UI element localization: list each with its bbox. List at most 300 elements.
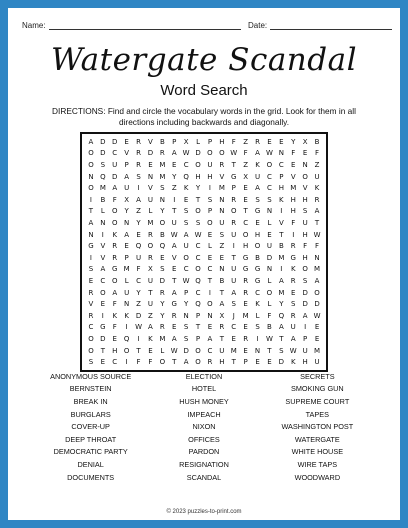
- grid-letter[interactable]: M: [159, 172, 166, 181]
- grid-letter[interactable]: L: [124, 276, 129, 285]
- grid-letter[interactable]: Y: [160, 300, 165, 309]
- grid-letter[interactable]: P: [195, 311, 201, 320]
- grid-letter[interactable]: H: [112, 346, 118, 355]
- grid-letter[interactable]: N: [266, 207, 273, 216]
- grid-letter[interactable]: C: [231, 323, 237, 332]
- grid-letter[interactable]: N: [88, 230, 94, 239]
- grid-letter[interactable]: A: [219, 300, 225, 309]
- grid-letter[interactable]: C: [112, 358, 118, 367]
- grid-letter[interactable]: D: [278, 358, 285, 367]
- grid-letter[interactable]: M: [290, 184, 297, 193]
- grid-letter[interactable]: V: [278, 218, 284, 227]
- grid-letter[interactable]: S: [279, 346, 284, 355]
- grid-letter[interactable]: T: [172, 276, 177, 285]
- grid-letter[interactable]: A: [278, 323, 284, 332]
- grid-letter[interactable]: M: [314, 265, 321, 274]
- grid-letter[interactable]: W: [182, 149, 190, 158]
- grid-letter[interactable]: X: [219, 311, 225, 320]
- grid-letter[interactable]: Z: [136, 300, 141, 309]
- grid-letter[interactable]: A: [183, 358, 189, 367]
- grid-letter[interactable]: S: [100, 160, 106, 169]
- grid-letter[interactable]: U: [254, 172, 261, 181]
- grid-letter[interactable]: D: [302, 288, 308, 297]
- grid-letter[interactable]: A: [290, 334, 296, 343]
- grid-letter[interactable]: L: [207, 242, 212, 251]
- grid-letter[interactable]: A: [112, 288, 118, 297]
- grid-letter[interactable]: U: [147, 276, 153, 285]
- grid-letter[interactable]: T: [136, 346, 141, 355]
- grid-letter[interactable]: I: [208, 184, 211, 193]
- grid-letter[interactable]: R: [136, 160, 141, 169]
- grid-letter[interactable]: K: [290, 265, 296, 274]
- grid-letter[interactable]: M: [123, 265, 130, 274]
- grid-letter[interactable]: W: [230, 149, 238, 158]
- grid-letter[interactable]: I: [125, 323, 128, 332]
- grid-letter[interactable]: E: [243, 346, 248, 355]
- grid-letter[interactable]: Z: [136, 207, 141, 216]
- grid-letter[interactable]: A: [171, 334, 177, 343]
- grid-letter[interactable]: H: [278, 184, 284, 193]
- grid-letter[interactable]: K: [255, 300, 260, 309]
- grid-letter[interactable]: C: [207, 346, 213, 355]
- grid-letter[interactable]: F: [291, 149, 296, 158]
- grid-letter[interactable]: E: [219, 253, 225, 262]
- grid-letter[interactable]: T: [195, 195, 201, 204]
- grid-letter[interactable]: O: [302, 172, 308, 181]
- grid-letter[interactable]: N: [207, 311, 213, 320]
- grid-letter[interactable]: N: [219, 195, 225, 204]
- grid-letter[interactable]: D: [266, 253, 273, 262]
- grid-letter[interactable]: R: [255, 137, 260, 146]
- grid-letter[interactable]: F: [243, 149, 248, 158]
- grid-letter[interactable]: H: [195, 172, 201, 181]
- grid-letter[interactable]: K: [314, 184, 320, 193]
- grid-letter[interactable]: D: [100, 334, 106, 343]
- grid-letter[interactable]: R: [243, 276, 249, 285]
- grid-letter[interactable]: I: [137, 184, 140, 193]
- grid-letter[interactable]: Y: [184, 300, 189, 309]
- grid-letter[interactable]: E: [231, 334, 236, 343]
- grid-letter[interactable]: S: [207, 195, 213, 204]
- grid-letter[interactable]: Z: [243, 160, 249, 169]
- grid-letter[interactable]: U: [302, 218, 308, 227]
- grid-letter[interactable]: R: [219, 323, 225, 332]
- grid-letter[interactable]: G: [231, 172, 237, 181]
- grid-letter[interactable]: W: [289, 346, 297, 355]
- grid-letter[interactable]: R: [136, 137, 141, 146]
- grid-letter[interactable]: X: [148, 265, 153, 274]
- grid-letter[interactable]: B: [278, 242, 284, 251]
- grid-letter[interactable]: I: [89, 195, 92, 204]
- grid-letter[interactable]: T: [100, 346, 105, 355]
- grid-letter[interactable]: C: [243, 218, 249, 227]
- grid-letter[interactable]: M: [99, 184, 106, 193]
- grid-letter[interactable]: M: [218, 184, 225, 193]
- grid-letter[interactable]: W: [265, 334, 273, 343]
- grid-letter[interactable]: H: [254, 230, 261, 239]
- grid-letter[interactable]: O: [195, 358, 201, 367]
- grid-letter[interactable]: E: [183, 195, 189, 204]
- grid-letter[interactable]: T: [88, 207, 94, 216]
- grid-letter[interactable]: O: [266, 160, 273, 169]
- grid-letter[interactable]: B: [159, 230, 165, 239]
- grid-letter[interactable]: P: [231, 184, 236, 193]
- grid-letter[interactable]: Y: [279, 300, 284, 309]
- grid-letter[interactable]: W: [194, 230, 202, 239]
- grid-letter[interactable]: Y: [124, 207, 129, 216]
- grid-letter[interactable]: T: [267, 346, 272, 355]
- grid-letter[interactable]: F: [315, 149, 320, 158]
- grid-letter[interactable]: P: [124, 160, 129, 169]
- grid-letter[interactable]: R: [112, 253, 118, 262]
- grid-letter[interactable]: O: [266, 288, 273, 297]
- grid-letter[interactable]: R: [136, 149, 141, 158]
- grid-letter[interactable]: U: [231, 276, 237, 285]
- grid-letter[interactable]: T: [279, 230, 284, 239]
- grid-letter[interactable]: Y: [195, 184, 201, 193]
- grid-letter[interactable]: L: [267, 218, 272, 227]
- grid-letter[interactable]: G: [242, 265, 249, 274]
- grid-letter[interactable]: X: [302, 137, 308, 146]
- grid-letter[interactable]: Q: [159, 242, 166, 251]
- grid-letter[interactable]: O: [195, 265, 201, 274]
- grid-letter[interactable]: N: [219, 207, 225, 216]
- grid-letter[interactable]: S: [183, 323, 189, 332]
- grid-letter[interactable]: T: [207, 276, 213, 285]
- grid-letter[interactable]: J: [232, 311, 235, 320]
- grid-letter[interactable]: B: [267, 323, 272, 332]
- grid-letter[interactable]: F: [315, 242, 320, 251]
- grid-letter[interactable]: E: [243, 300, 248, 309]
- grid-letter[interactable]: U: [171, 218, 177, 227]
- grid-letter[interactable]: D: [195, 149, 201, 158]
- grid-letter[interactable]: S: [136, 172, 141, 181]
- grid-letter[interactable]: F: [291, 218, 296, 227]
- grid-letter[interactable]: I: [232, 242, 235, 251]
- grid-letter[interactable]: B: [159, 137, 165, 146]
- grid-letter[interactable]: E: [267, 137, 272, 146]
- grid-letter[interactable]: O: [159, 218, 166, 227]
- grid-letter[interactable]: A: [255, 149, 260, 158]
- grid-letter[interactable]: T: [231, 253, 236, 262]
- grid-letter[interactable]: P: [207, 207, 213, 216]
- grid-letter[interactable]: H: [290, 207, 296, 216]
- grid-letter[interactable]: E: [172, 323, 177, 332]
- grid-letter[interactable]: E: [172, 160, 177, 169]
- grid-letter[interactable]: R: [159, 149, 165, 158]
- grid-letter[interactable]: C: [255, 288, 260, 297]
- grid-letter[interactable]: O: [230, 207, 237, 216]
- grid-letter[interactable]: Y: [172, 172, 177, 181]
- grid-letter[interactable]: K: [255, 160, 260, 169]
- grid-letter[interactable]: N: [100, 218, 106, 227]
- grid-letter[interactable]: E: [291, 160, 296, 169]
- grid-letter[interactable]: D: [112, 172, 118, 181]
- grid-letter[interactable]: E: [255, 358, 260, 367]
- grid-letter[interactable]: G: [254, 265, 261, 274]
- grid-letter[interactable]: F: [136, 265, 141, 274]
- grid-letter[interactable]: T: [231, 358, 236, 367]
- grid-letter[interactable]: V: [148, 184, 153, 193]
- grid-letter[interactable]: N: [254, 346, 261, 355]
- grid-letter[interactable]: L: [148, 207, 153, 216]
- grid-letter[interactable]: Y: [160, 207, 165, 216]
- grid-letter[interactable]: N: [183, 311, 189, 320]
- grid-letter[interactable]: M: [314, 346, 321, 355]
- grid-letter[interactable]: I: [89, 253, 92, 262]
- grid-letter[interactable]: G: [100, 323, 106, 332]
- grid-letter[interactable]: X: [243, 172, 249, 181]
- grid-letter[interactable]: A: [124, 172, 130, 181]
- grid-letter[interactable]: G: [290, 253, 296, 262]
- grid-letter[interactable]: R: [159, 288, 165, 297]
- grid-letter[interactable]: V: [171, 253, 177, 262]
- grid-letter[interactable]: O: [207, 218, 213, 227]
- grid-letter[interactable]: V: [124, 149, 130, 158]
- grid-letter[interactable]: A: [183, 230, 189, 239]
- grid-letter[interactable]: S: [160, 265, 165, 274]
- grid-letter[interactable]: S: [302, 207, 308, 216]
- grid-letter[interactable]: D: [302, 300, 308, 309]
- grid-letter[interactable]: Q: [183, 172, 189, 181]
- grid-letter[interactable]: O: [254, 242, 261, 251]
- grid-letter[interactable]: E: [279, 137, 284, 146]
- grid-letter[interactable]: E: [314, 323, 320, 332]
- grid-letter[interactable]: U: [266, 242, 272, 251]
- grid-letter[interactable]: N: [88, 172, 94, 181]
- grid-letter[interactable]: E: [314, 334, 320, 343]
- grid-letter[interactable]: D: [112, 137, 118, 146]
- grid-letter[interactable]: A: [171, 242, 177, 251]
- letter-grid[interactable]: [80, 132, 328, 372]
- grid-letter[interactable]: A: [88, 137, 94, 146]
- grid-letter[interactable]: Z: [219, 242, 225, 251]
- date-field[interactable]: [248, 20, 392, 30]
- grid-letter[interactable]: F: [112, 323, 117, 332]
- grid-letter[interactable]: Z: [171, 184, 177, 193]
- grid-letter[interactable]: A: [302, 311, 308, 320]
- grid-letter[interactable]: P: [303, 334, 308, 343]
- grid-letter[interactable]: O: [195, 207, 201, 216]
- grid-letter[interactable]: E: [243, 184, 248, 193]
- grid-letter[interactable]: I: [101, 230, 104, 239]
- grid-letter[interactable]: M: [278, 288, 285, 297]
- grid-letter[interactable]: Y: [160, 311, 165, 320]
- grid-letter[interactable]: O: [219, 149, 225, 158]
- grid-letter[interactable]: S: [267, 195, 272, 204]
- grid-letter[interactable]: P: [207, 137, 213, 146]
- grid-letter[interactable]: A: [171, 149, 177, 158]
- grid-letter[interactable]: E: [207, 230, 213, 239]
- grid-letter[interactable]: E: [148, 346, 153, 355]
- grid-letter[interactable]: Y: [291, 137, 296, 146]
- grid-letter[interactable]: S: [302, 276, 308, 285]
- grid-letter[interactable]: I: [280, 207, 283, 216]
- grid-letter[interactable]: T: [219, 288, 224, 297]
- grid-letter[interactable]: V: [302, 184, 308, 193]
- grid-letter[interactable]: E: [172, 265, 177, 274]
- grid-letter[interactable]: G: [88, 242, 94, 251]
- grid-letter[interactable]: X: [183, 137, 189, 146]
- grid-letter[interactable]: I: [292, 230, 295, 239]
- grid-letter[interactable]: K: [148, 334, 153, 343]
- grid-letter[interactable]: E: [243, 195, 248, 204]
- grid-letter[interactable]: U: [207, 160, 213, 169]
- grid-letter[interactable]: H: [207, 172, 213, 181]
- grid-letter[interactable]: N: [302, 160, 308, 169]
- name-field[interactable]: [22, 20, 241, 30]
- grid-letter[interactable]: G: [254, 276, 261, 285]
- grid-letter[interactable]: C: [183, 265, 189, 274]
- grid-letter[interactable]: C: [266, 172, 272, 181]
- grid-letter[interactable]: B: [255, 253, 260, 262]
- grid-letter[interactable]: R: [159, 323, 165, 332]
- grid-letter[interactable]: M: [147, 218, 154, 227]
- grid-letter[interactable]: O: [183, 253, 189, 262]
- grid-letter[interactable]: P: [195, 334, 201, 343]
- date-line[interactable]: [270, 20, 392, 30]
- grid-letter[interactable]: E: [148, 160, 153, 169]
- grid-letter[interactable]: T: [279, 334, 284, 343]
- grid-letter[interactable]: G: [112, 265, 118, 274]
- grid-letter[interactable]: R: [290, 311, 296, 320]
- grid-letter[interactable]: I: [304, 323, 307, 332]
- grid-letter[interactable]: U: [135, 253, 142, 262]
- grid-letter[interactable]: Y: [136, 218, 141, 227]
- grid-letter[interactable]: S: [183, 218, 189, 227]
- grid-letter[interactable]: Q: [123, 334, 130, 343]
- grid-letter[interactable]: C: [136, 276, 141, 285]
- grid-letter[interactable]: E: [255, 218, 260, 227]
- grid-letter[interactable]: O: [111, 276, 118, 285]
- grid-letter[interactable]: S: [291, 300, 296, 309]
- grid-letter[interactable]: A: [112, 184, 118, 193]
- grid-letter[interactable]: U: [147, 195, 153, 204]
- grid-letter[interactable]: O: [88, 149, 94, 158]
- grid-letter[interactable]: B: [314, 137, 320, 146]
- grid-letter[interactable]: H: [219, 137, 225, 146]
- grid-letter[interactable]: O: [207, 300, 213, 309]
- grid-letter[interactable]: T: [172, 207, 177, 216]
- grid-letter[interactable]: V: [219, 172, 225, 181]
- grid-letter[interactable]: E: [267, 230, 272, 239]
- grid-letter[interactable]: H: [219, 358, 225, 367]
- grid-letter[interactable]: V: [100, 253, 106, 262]
- grid-letter[interactable]: V: [88, 300, 94, 309]
- grid-letter[interactable]: A: [278, 276, 284, 285]
- grid-letter[interactable]: R: [112, 242, 118, 251]
- grid-letter[interactable]: O: [195, 160, 201, 169]
- grid-letter[interactable]: C: [88, 323, 94, 332]
- grid-letter[interactable]: V: [290, 172, 296, 181]
- grid-letter[interactable]: I: [208, 288, 211, 297]
- grid-letter[interactable]: O: [159, 358, 166, 367]
- grid-letter[interactable]: O: [111, 207, 118, 216]
- grid-letter[interactable]: O: [302, 265, 308, 274]
- grid-letter[interactable]: F: [267, 311, 272, 320]
- grid-letter[interactable]: R: [290, 242, 296, 251]
- grid-letter[interactable]: D: [135, 311, 142, 320]
- grid-letter[interactable]: Z: [148, 311, 153, 320]
- grid-letter[interactable]: M: [159, 160, 166, 169]
- grid-letter[interactable]: A: [124, 230, 130, 239]
- grid-letter[interactable]: L: [267, 300, 272, 309]
- grid-letter[interactable]: D: [314, 300, 320, 309]
- grid-letter[interactable]: U: [124, 184, 130, 193]
- grid-letter[interactable]: U: [147, 300, 153, 309]
- grid-letter[interactable]: K: [124, 311, 129, 320]
- grid-letter[interactable]: U: [231, 230, 237, 239]
- grid-letter[interactable]: K: [183, 184, 189, 193]
- grid-letter[interactable]: Q: [135, 242, 142, 251]
- grid-letter[interactable]: Q: [195, 300, 201, 309]
- name-line[interactable]: [49, 20, 241, 30]
- grid-letter[interactable]: W: [170, 346, 178, 355]
- grid-letter[interactable]: Q: [100, 172, 106, 181]
- grid-letter[interactable]: W: [313, 230, 321, 239]
- grid-letter[interactable]: I: [101, 311, 104, 320]
- grid-letter[interactable]: O: [88, 160, 94, 169]
- grid-letter[interactable]: L: [160, 346, 165, 355]
- grid-letter[interactable]: T: [314, 218, 320, 227]
- grid-letter[interactable]: Z: [314, 160, 320, 169]
- grid-letter[interactable]: A: [314, 207, 320, 216]
- grid-letter[interactable]: W: [265, 149, 273, 158]
- grid-letter[interactable]: H: [302, 358, 308, 367]
- grid-letter[interactable]: T: [243, 207, 248, 216]
- grid-letter[interactable]: R: [231, 218, 237, 227]
- grid-letter[interactable]: A: [148, 323, 153, 332]
- grid-letter[interactable]: F: [112, 300, 117, 309]
- grid-letter[interactable]: O: [88, 334, 94, 343]
- grid-letter[interactable]: U: [314, 172, 320, 181]
- grid-letter[interactable]: S: [183, 334, 189, 343]
- grid-letter[interactable]: G: [171, 300, 177, 309]
- grid-letter[interactable]: E: [136, 230, 141, 239]
- grid-letter[interactable]: A: [100, 265, 106, 274]
- grid-letter[interactable]: A: [136, 195, 141, 204]
- grid-letter[interactable]: W: [170, 230, 178, 239]
- grid-letter[interactable]: O: [147, 242, 154, 251]
- grid-letter[interactable]: P: [184, 288, 189, 297]
- grid-letter[interactable]: E: [207, 323, 213, 332]
- grid-letter[interactable]: R: [171, 311, 177, 320]
- grid-letter[interactable]: C: [207, 265, 213, 274]
- grid-letter[interactable]: G: [242, 253, 249, 262]
- grid-letter[interactable]: U: [302, 346, 308, 355]
- grid-letter[interactable]: C: [112, 149, 118, 158]
- grid-letter[interactable]: U: [183, 242, 189, 251]
- grid-letter[interactable]: O: [100, 288, 106, 297]
- grid-letter[interactable]: C: [278, 160, 284, 169]
- grid-letter[interactable]: U: [219, 218, 225, 227]
- grid-letter[interactable]: S: [88, 358, 94, 367]
- grid-letter[interactable]: O: [314, 288, 320, 297]
- grid-letter[interactable]: Q: [278, 311, 285, 320]
- grid-letter[interactable]: D: [183, 346, 189, 355]
- grid-letter[interactable]: C: [266, 184, 272, 193]
- grid-letter[interactable]: S: [183, 207, 189, 216]
- grid-letter[interactable]: W: [182, 276, 190, 285]
- grid-letter[interactable]: Q: [195, 276, 201, 285]
- grid-letter[interactable]: F: [136, 358, 141, 367]
- grid-letter[interactable]: W: [313, 311, 321, 320]
- grid-letter[interactable]: K: [112, 311, 118, 320]
- grid-letter[interactable]: E: [124, 242, 129, 251]
- grid-letter[interactable]: E: [112, 334, 117, 343]
- grid-letter[interactable]: P: [243, 358, 248, 367]
- grid-letter[interactable]: A: [255, 184, 260, 193]
